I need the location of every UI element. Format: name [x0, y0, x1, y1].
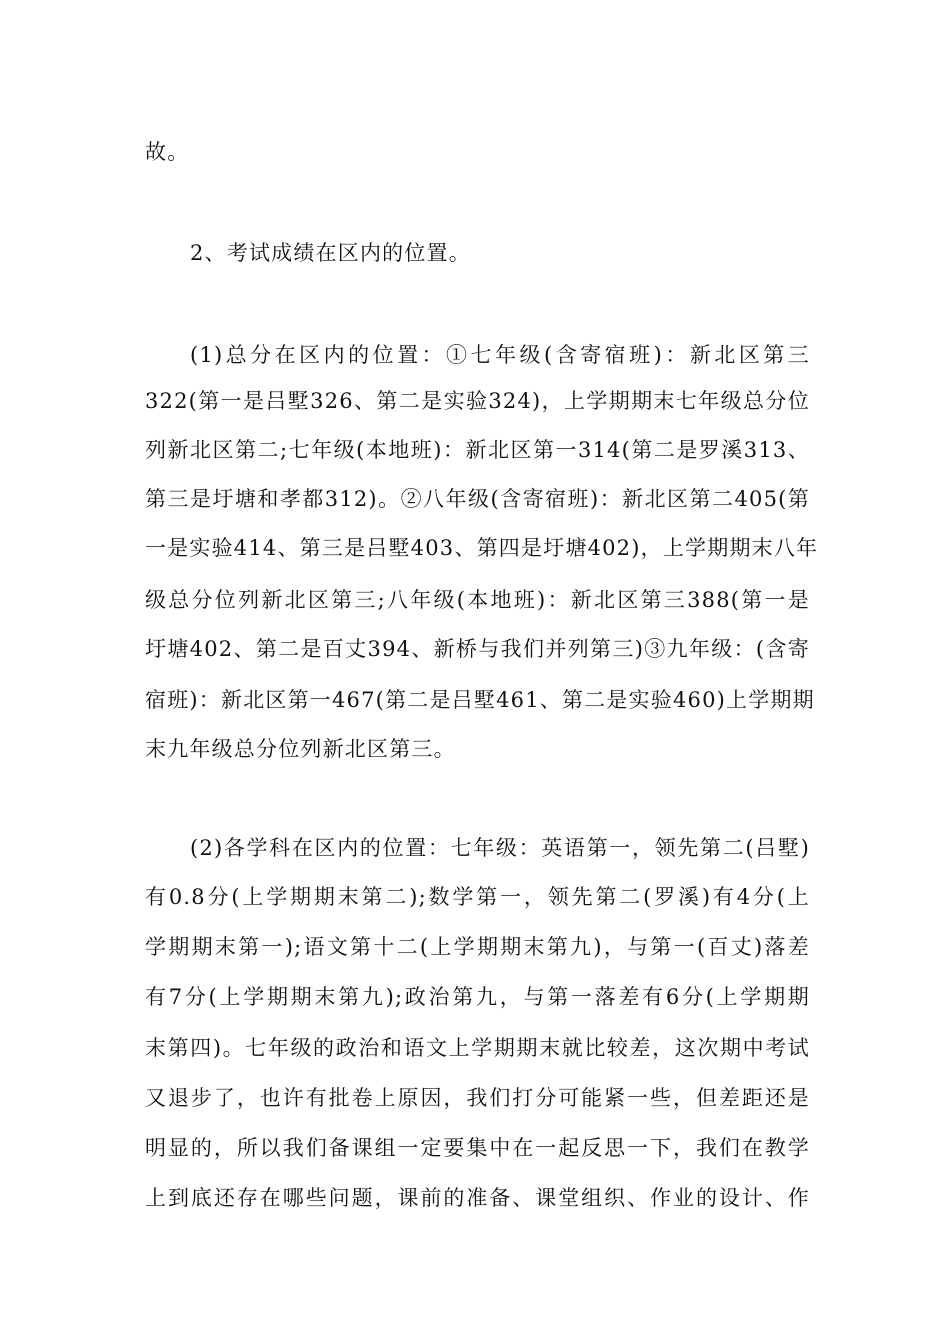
- text-line: 级总分位列新北区第三;八年级(本地班)：新北区第三388(第一是: [145, 588, 810, 612]
- text-line: 末九年级总分位列新北区第三。: [145, 737, 456, 761]
- text-line: 第三是圩塘和孝都312)。②八年级(含寄宿班)：新北区第二405(第: [145, 487, 810, 511]
- text-line: 末第四)。七年级的政治和语文上学期期末就比较差，这次期中考试: [145, 1036, 810, 1060]
- section-heading: 2、考试成绩在区内的位置。: [190, 241, 471, 265]
- text-line: 上到底还存在哪些问题，课前的准备、课堂组织、作业的设计、作: [145, 1186, 810, 1210]
- text-line: 圩塘402、第二是百丈394、新桥与我们并列第三)③九年级：(含寄: [145, 637, 810, 661]
- text-line: 一是实验414、第三是吕墅403、第四是圩塘402)，上学期期末八年: [145, 536, 819, 560]
- text-line: (2)各学科在区内的位置：七年级：英语第一，领先第二(吕墅): [190, 836, 810, 860]
- text-line: 故。: [145, 140, 190, 164]
- text-line: 学期期末第一);语文第十二(上学期期末第九)，与第一(百丈)落差: [145, 935, 810, 959]
- text-line: 有0.8分(上学期期末第二);数学第一，领先第二(罗溪)有4分(上: [145, 885, 810, 909]
- text-line: 又退步了，也许有批卷上原因，我们打分可能紧一些，但差距还是: [145, 1086, 810, 1110]
- text-line: 宿班)：新北区第一467(第二是吕墅461、第二是实验460)上学期期: [145, 688, 815, 712]
- text-line: 明显的，所以我们备课组一定要集中在一起反思一下，我们在教学: [145, 1136, 810, 1160]
- text-line: 列新北区第二;七年级(本地班)：新北区第一314(第二是罗溪313、: [145, 438, 810, 462]
- text-line: (1)总分在区内的位置：①七年级(含寄宿班)：新北区第三: [190, 343, 810, 367]
- text-line: 有7分(上学期期末第九);政治第九，与第一落差有6分(上学期期: [145, 985, 810, 1009]
- text-line: 322(第一是吕墅326、第二是实验324)，上学期期末七年级总分位: [145, 389, 810, 413]
